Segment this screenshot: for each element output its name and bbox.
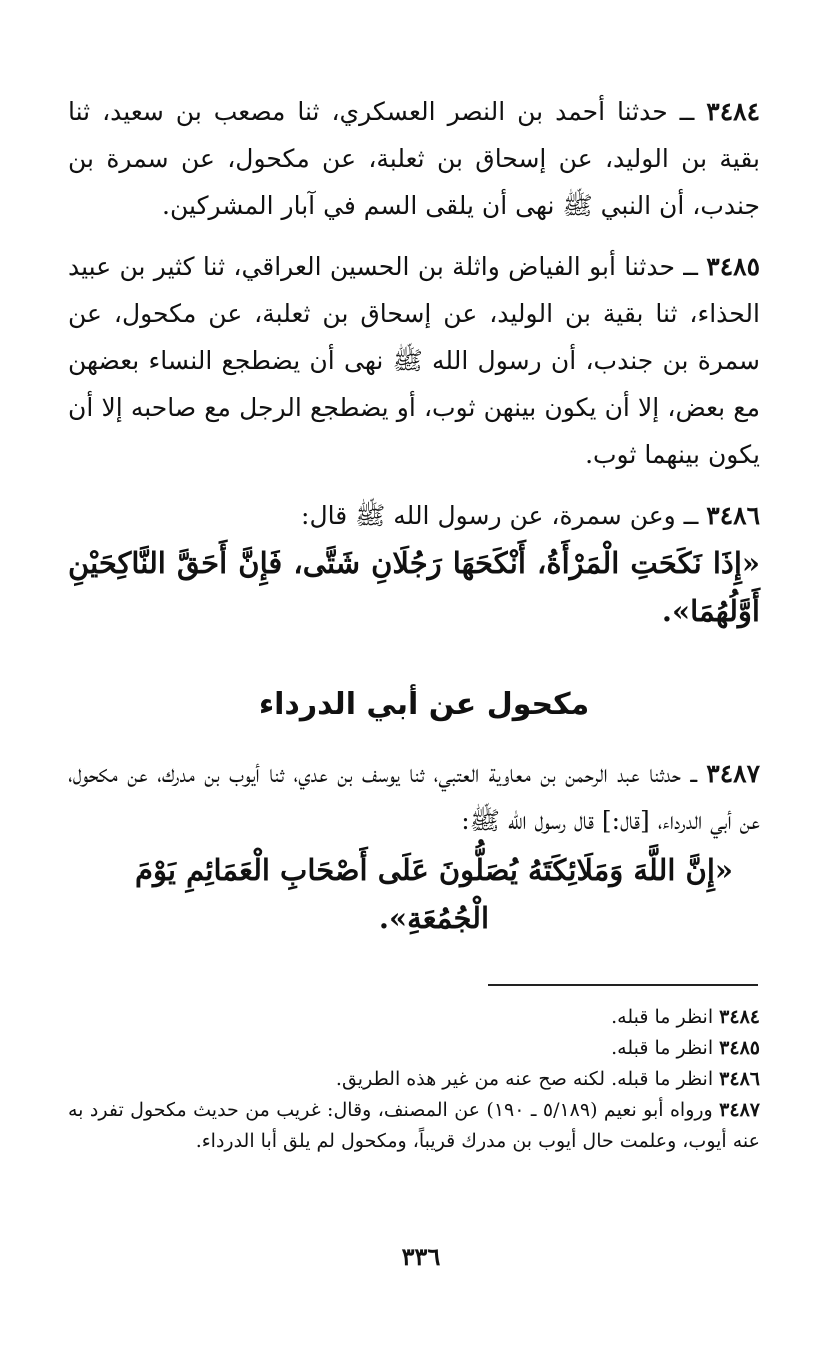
hadith-text: ــ حدثنا عبد الرحمن بن معاوية العتبي، ثنا يوسف بن عدي، ثنا أيوب بن مدرك، عن مكحول، عن أبي الدرداء، [قال:] قال رسول الله ﷺ: — [68, 759, 760, 835]
hadith-text: ــ حدثنا أبو الفياض واثلة بن الحسين العراقي، ثنا كثير بن عبيد الحذاء، ثنا بقية بن الوليد، عن إسحاق بن ثعلبة، عن مكحول، عن سمرة بن جندب، أن رسول الله ﷺ نهى أن يضطجع النساء بعضهن مع بعض، إلا أن يكون بينهن ثوب، أو يضطجع الرجل مع صاحبه إلا أن يكون بينهما ثوب. — [68, 252, 760, 469]
footnote-divider — [488, 984, 758, 986]
hadith-3486 — [68, 492, 760, 539]
hadith-text: ــ وعن سمرة، عن رسول الله ﷺ قال: — [301, 501, 699, 530]
footnote-text: انظر ما قبله. — [611, 1037, 714, 1059]
footnote-item — [68, 1064, 760, 1095]
hadith-number: ٣٤٨٥ — [706, 252, 760, 281]
footnote-number: ٣٤٨٤ — [719, 1006, 760, 1028]
footnote-text: ورواه أبو نعيم (٥/١٨٩ ـ ١٩٠) عن المصنف، وقال: غريب من حديث مكحول تفرد به عنه أيوب، وعلمت حال أيوب بن مدرك قريباً، ومكحول لم يلق أبا الدرداء. — [68, 1099, 760, 1152]
footnote-item — [68, 1033, 760, 1064]
hadith-3487 — [68, 750, 760, 844]
hadith-number: ٣٤٨٤ — [706, 97, 760, 126]
page-number: ٣٣٦ — [401, 1242, 441, 1271]
hadith-quote: «إِذَا نَكَحَتِ الْمَرْأَةُ، أَنْكَحَهَا رَجُلَانِ شَتَّى، فَإِنَّ أَحَقَّ النَّاكِحَيْنِ أَوَّلُهُمَا». — [68, 546, 760, 628]
hadith-quote: «إِنَّ اللَّهَ وَمَلَائِكَتَهُ يُصَلُّونَ عَلَى أَصْحَابِ الْعَمَائِمِ يَوْمَ الْجُمُعَةِ». — [135, 853, 733, 935]
section-heading: مكحول عن أبي الدرداء — [258, 687, 590, 722]
footnote-number: ٣٤٨٥ — [719, 1037, 760, 1059]
footnote-item — [68, 1095, 760, 1157]
hadith-number: ٣٤٨٧ — [706, 759, 760, 788]
footnote-number: ٣٤٨٧ — [719, 1099, 760, 1121]
main-text — [68, 88, 760, 942]
footnote-number: ٣٤٨٦ — [719, 1068, 760, 1090]
hadith-3485 — [68, 243, 760, 478]
footnote-item — [68, 1002, 760, 1033]
hadith-3484 — [68, 88, 760, 229]
hadith-text: ــ حدثنا أحمد بن النصر العسكري، ثنا مصعب بن سعيد، ثنا بقية بن الوليد، عن إسحاق بن ثعلبة، عن مكحول، عن سمرة بن جندب، أن النبي ﷺ نهى أن يلقى السم في آبار المشركين. — [68, 97, 760, 220]
hadith-number: ٣٤٨٦ — [706, 501, 760, 530]
footnote-text: انظر ما قبله. — [611, 1006, 714, 1028]
footnotes — [68, 1002, 760, 1157]
footnote-text: انظر ما قبله. لكنه صح عنه من غير هذه الطريق. — [335, 1068, 714, 1090]
